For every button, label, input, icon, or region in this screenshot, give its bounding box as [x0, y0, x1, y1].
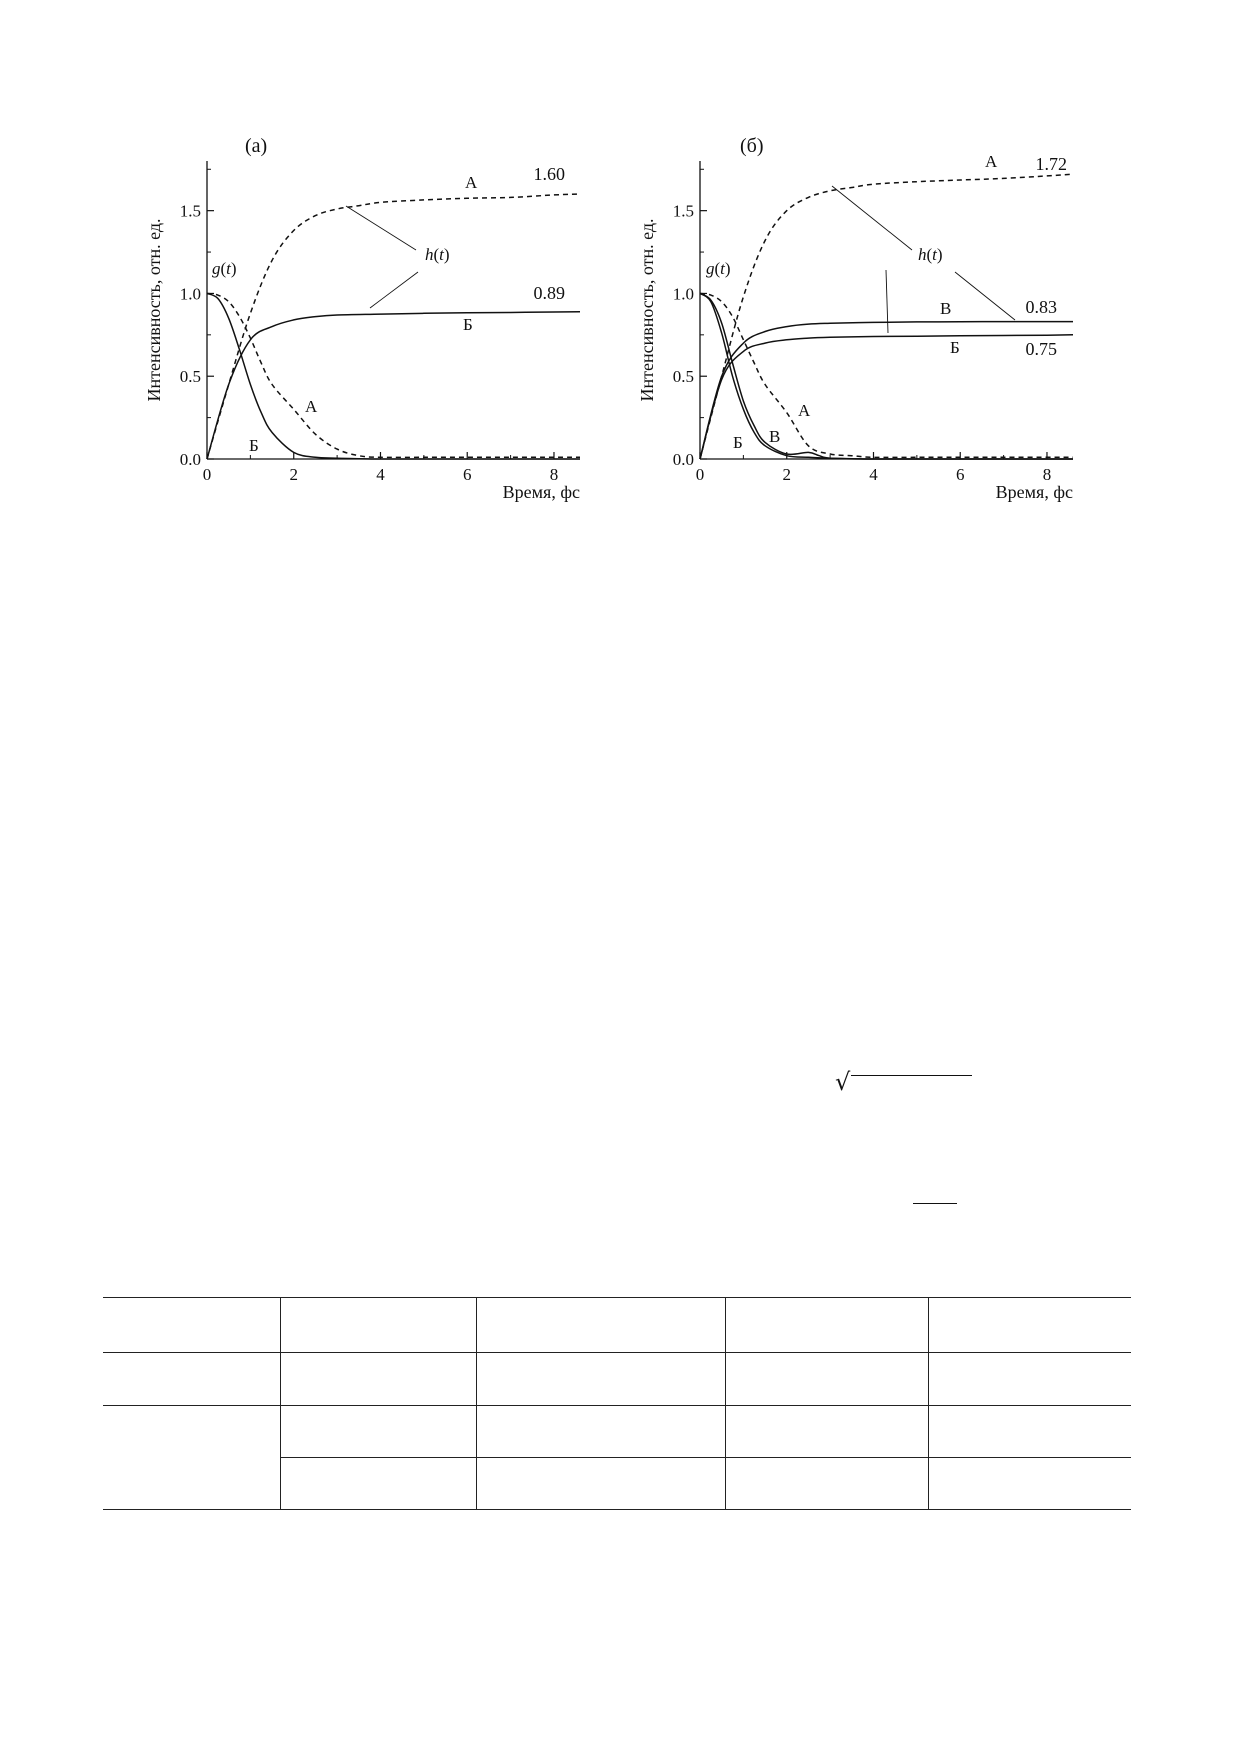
- series-line-gt-dashed: [700, 293, 1073, 457]
- panel-label: (а): [245, 135, 268, 157]
- y-tick-label: 0.5: [672, 367, 694, 387]
- series-label: Б: [463, 315, 473, 334]
- series-line-gt-solid: [700, 293, 1073, 459]
- chart-panel-b: [637, 135, 1073, 502]
- series-label: А: [985, 152, 998, 171]
- table-column-rule: [476, 1297, 477, 1509]
- leader-line: [370, 272, 418, 308]
- g-function-label: g(t): [212, 259, 237, 278]
- x-tick-label: 8: [1042, 465, 1052, 484]
- x-tick-label: 6: [955, 465, 965, 484]
- table-column-rule: [725, 1297, 726, 1509]
- y-tick-label: 0.5: [179, 367, 201, 387]
- x-tick-label: 8: [549, 465, 559, 484]
- y-tick-label: 0.0: [672, 450, 694, 469]
- x-tick-label: 0: [202, 465, 212, 484]
- table-rule-bottom: [103, 1509, 1131, 1510]
- series-line-ht-solid: [700, 322, 1073, 459]
- y-tick-label: 1.5: [179, 201, 201, 221]
- end-value-label: 1.60: [533, 164, 565, 184]
- series-label: А: [798, 401, 811, 420]
- fraction-bar: [913, 1203, 957, 1204]
- y-axis-label: Интенсивность, отн. ед.: [144, 218, 164, 402]
- table-rule-top: [103, 1297, 1131, 1298]
- table-column-rule: [280, 1297, 281, 1509]
- series-line-gt-solid: [207, 293, 580, 459]
- leader-line: [886, 270, 888, 333]
- g-function-label: g(t): [706, 259, 731, 278]
- series-label: В: [940, 299, 952, 318]
- y-tick-label: 1.5: [672, 201, 694, 221]
- table-rule: [281, 1457, 1131, 1458]
- x-axis-label: Время, фс: [502, 482, 580, 502]
- end-value-label: 0.75: [1025, 339, 1057, 359]
- x-tick-label: 2: [289, 465, 298, 484]
- radical-sign: √: [835, 1068, 851, 1096]
- radical-bar: [851, 1075, 972, 1076]
- h-function-label: h(t): [918, 245, 943, 264]
- x-tick-label: 4: [869, 465, 878, 484]
- y-tick-label: 1.0: [179, 284, 201, 304]
- series-label: Б: [733, 433, 743, 452]
- end-value-label: 0.83: [1025, 297, 1057, 317]
- table-column-rule: [928, 1297, 929, 1509]
- leader-line: [955, 272, 1015, 320]
- y-tick-label: 1.0: [672, 284, 694, 304]
- leader-line: [346, 206, 416, 250]
- y-tick-label: 0.0: [179, 450, 201, 469]
- series-line-ht-dashed: [700, 174, 1073, 459]
- h-function-label: h(t): [425, 245, 450, 264]
- end-value-label: 1.72: [1035, 154, 1067, 174]
- chart-panel-a: [144, 135, 580, 502]
- x-axis-label: Время, фс: [995, 482, 1073, 502]
- panel-label: (б): [740, 135, 764, 157]
- series-line-ht-dashed: [207, 194, 580, 459]
- series-label: А: [465, 173, 478, 192]
- table-rule: [103, 1352, 1131, 1353]
- table-rule: [103, 1405, 1131, 1406]
- series-label: Б: [950, 338, 960, 357]
- end-value-label: 0.89: [533, 283, 565, 303]
- y-axis-label: Интенсивность, отн. ед.: [637, 218, 657, 402]
- series-line-gt-dashed: [207, 293, 580, 457]
- series-line-ht-solid: [700, 335, 1073, 459]
- series-label: Б: [249, 436, 259, 455]
- x-tick-label: 2: [782, 465, 791, 484]
- series-label: А: [305, 397, 318, 416]
- series-label: В: [769, 427, 781, 446]
- x-tick-label: 0: [695, 465, 705, 484]
- x-tick-label: 4: [376, 465, 385, 484]
- x-tick-label: 6: [462, 465, 472, 484]
- leader-line: [832, 186, 912, 250]
- series-line-ht-solid: [207, 312, 580, 459]
